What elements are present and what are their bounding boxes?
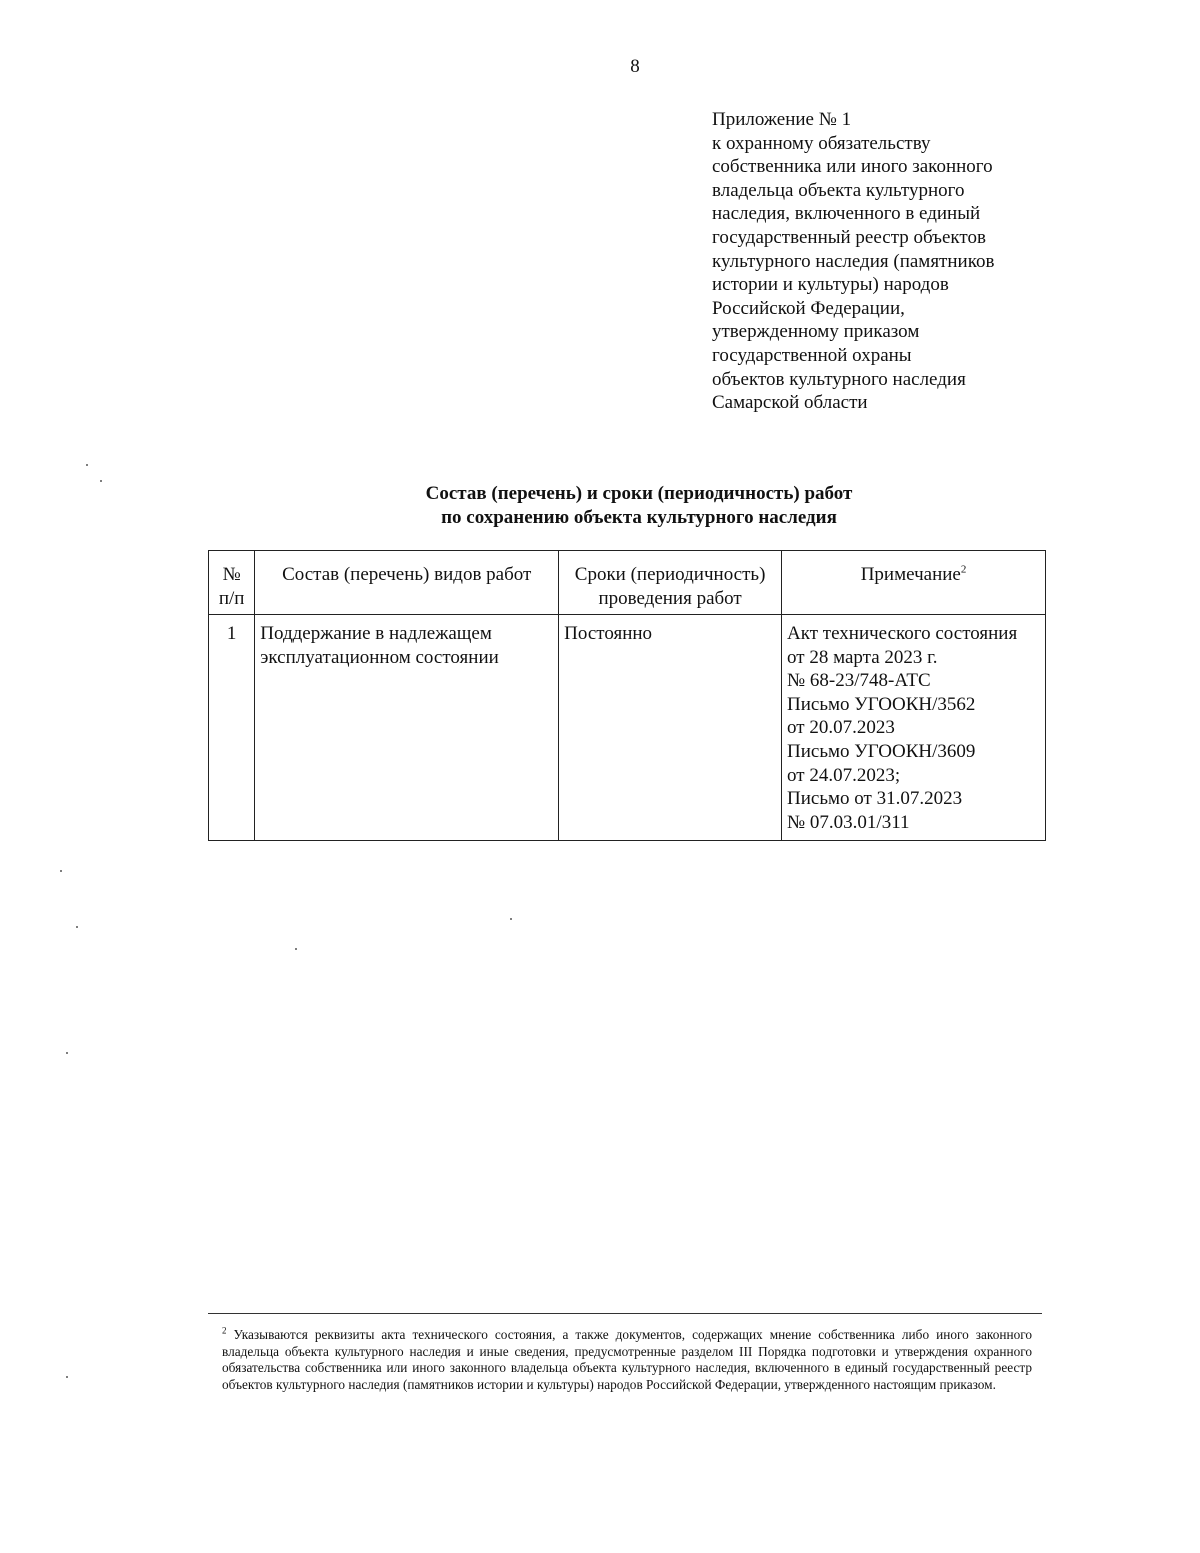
document-title-line-2: по сохранению объекта культурного наследия (441, 507, 837, 528)
row-note-line: Письмо от 31.07.2023 (787, 788, 963, 810)
row-note-line: от 24.07.2023; (787, 764, 901, 786)
page-number: 8 (630, 56, 640, 77)
row-note-line: Акт технического состояния (787, 623, 1018, 644)
scan-speck (76, 926, 78, 928)
appendix-line: Самарской области (712, 392, 868, 414)
footnote (222, 1327, 1032, 1393)
table-header-row (209, 551, 1046, 615)
header-works-label: Состав (перечень) видов работ (282, 564, 532, 585)
header-note-footnote-ref: 2 (960, 563, 967, 576)
header-num-line-2: п/п (218, 587, 245, 609)
row-num: 1 (209, 615, 255, 841)
appendix-line: собственника или иного законного (712, 156, 993, 178)
row-note-line: от 28 марта 2023 г. (787, 646, 938, 668)
appendix-block (712, 108, 1042, 415)
appendix-line: Российской Федерации, (712, 297, 905, 319)
header-note (782, 551, 1046, 615)
footnote-text: Указываются реквизиты акта технического состояния, а также документов, содержащих мнение собственника либо иного законного владельца объекта культурного наследия и иные сведения, предусмотренные разделом III Порядка подготовки и утверждения охранного обязательства собственника или иного законного владельца объекта культурного наследия, включенного в единый государственный реестр объектов культурного наследия (памятников истории и культуры) народов Российской Федерации, утвержденного настоящим приказом. (222, 1327, 1032, 1392)
appendix-line: истории и культуры) народов (712, 274, 949, 296)
header-works (255, 551, 559, 615)
row-note-line: от 20.07.2023 (787, 717, 895, 739)
row-works: Поддержание в надлежащем эксплуатационном состоянии (255, 615, 559, 841)
header-note-label: Примечание (860, 564, 961, 585)
appendix-line: государственной охраны (712, 344, 912, 366)
document-title-line-1: Состав (перечень) и сроки (периодичность) работ (425, 483, 853, 504)
scan-speck (295, 948, 297, 950)
header-term (559, 551, 782, 615)
works-table (208, 550, 1046, 841)
row-note-line: Письмо УГООКН/3609 (787, 740, 976, 762)
appendix-line: наследия, включенного в единый (712, 203, 981, 225)
appendix-line: культурного наследия (памятников (712, 250, 995, 272)
scan-speck (86, 464, 88, 466)
table-row (209, 615, 1046, 841)
scan-speck (100, 480, 102, 482)
row-note-line: № 07.03.01/311 (787, 811, 910, 833)
header-term-line-2: проведения работ (598, 587, 742, 609)
row-note-line: Письмо УГООКН/3562 (787, 693, 976, 715)
header-num-line-1: № (222, 564, 241, 585)
appendix-line: государственный реестр объектов (712, 226, 986, 248)
appendix-line: к охранному обязательству (712, 132, 931, 154)
footnote-marker: 2 (222, 1325, 227, 1336)
header-num (209, 551, 255, 615)
scan-speck (66, 1052, 68, 1054)
row-note-line: № 68-23/748-АТС (787, 670, 931, 692)
appendix-line: утвержденному приказом (712, 321, 920, 343)
row-term: Постоянно (559, 615, 782, 841)
row-note (782, 615, 1046, 841)
appendix-line: Приложение № 1 (712, 109, 852, 130)
document-title (208, 482, 1070, 530)
header-term-line-1: Сроки (периодичность) (574, 564, 766, 585)
scan-speck (510, 918, 512, 920)
scan-speck (66, 1376, 68, 1378)
appendix-line: владельца объекта культурного (712, 179, 965, 201)
footnote-divider (208, 1313, 1042, 1314)
appendix-line: объектов культурного наследия (712, 368, 966, 390)
scan-speck (60, 870, 62, 872)
